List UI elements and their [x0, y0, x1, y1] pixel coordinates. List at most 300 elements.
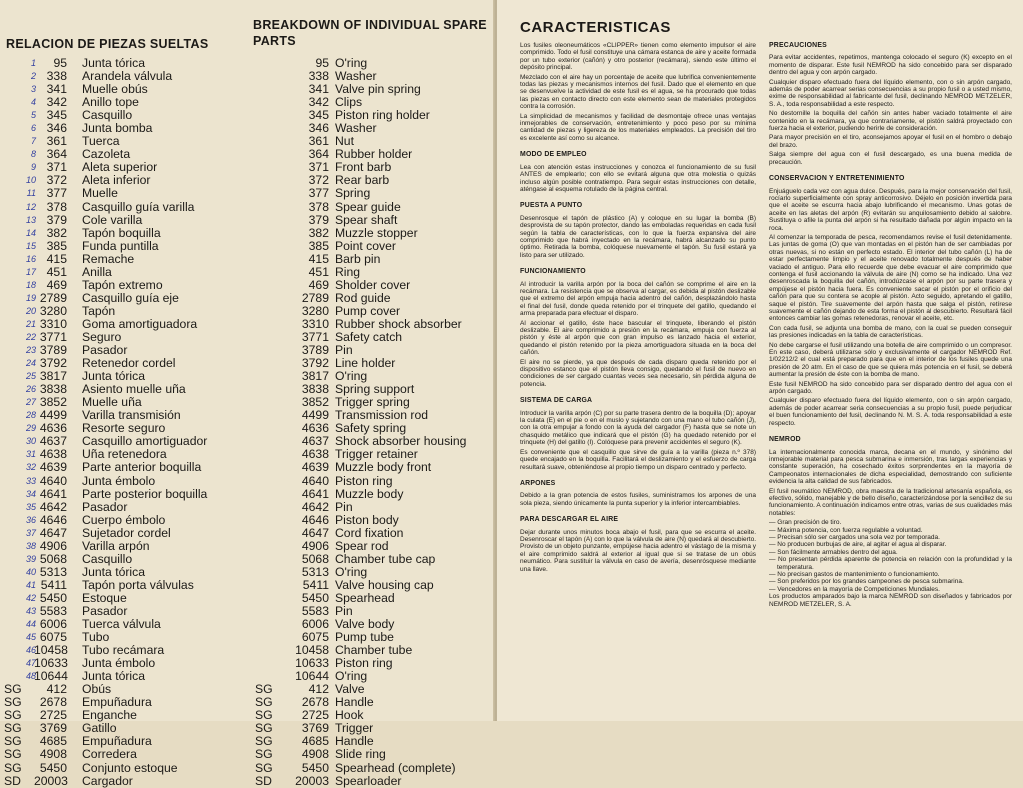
part-name-es: Uña retenedora — [82, 447, 167, 462]
part-number: 415 — [308, 251, 329, 266]
part-name-en: Safety spring — [335, 421, 407, 436]
part-mark: 3 — [30, 84, 36, 95]
part-number: 372 — [46, 173, 67, 188]
part-number: 4641 — [39, 486, 67, 501]
part-number: 5450 — [39, 590, 67, 605]
section-heading: PUESTA A PUNTO — [520, 202, 583, 210]
part-name-es: Arandela válvula — [82, 69, 173, 84]
part-number: 3838 — [301, 382, 329, 397]
part-prefix: SG — [4, 721, 22, 736]
paragraph: La simplicidad de mecanismos y facilidad de desmontaje ofrece unas ventajas inmejorables de conservación, entretenimiento y poco peso por su mínima cantidad de piezas y ligereza de los materiales empleados. La precisión del tiro es excelente así como su alcance. — [520, 112, 756, 142]
part-number: 5068 — [301, 551, 329, 566]
part-name-en: Valve pin spring — [335, 82, 421, 97]
parts-title-english: BREAKDOWN OF INDIVIDUAL SPARE PARTS — [253, 18, 487, 48]
part-name-es: Cuerpo émbolo — [82, 512, 166, 527]
part-number: 10644 — [34, 669, 68, 684]
part-name-en: Point cover — [335, 238, 396, 253]
part-number: 3817 — [301, 369, 329, 384]
part-name-es: Junta tórica — [82, 56, 146, 70]
part-mark: 34 — [25, 488, 36, 499]
part-name-es: Junta tórica — [82, 564, 146, 579]
part-number: 95 — [315, 56, 329, 70]
part-row-en — [253, 592, 491, 605]
paragraph: Cualquier disparo efectuado fuera del líquido elemento, con o sin arpón cargado, además de poder acarrear seria consecuencias a su propio fusil, puede perjudicar el buen funcionamiento del fusil, declinando N. M. S. A. toda responsabilidad a este respecto. — [769, 397, 1012, 427]
part-number: 341 — [46, 82, 67, 97]
part-number: 3817 — [39, 369, 67, 384]
part-number: 364 — [46, 147, 67, 162]
part-number: 3310 — [301, 316, 329, 331]
paragraph: No debe cargarse el fusil utilizando una botella de aire comprimido o un compresor. En este caso, deberá utilizarse sólo y exclusivamente el cargador NEMROD Ref. 1/02212/2 el cual está preparado para que en el interior de los fusiles quede una presión de 20 atm. En el caso de que se quiera más potencia en el fusil, se deberá aumentar la presión de éste con la bomba de mano. — [769, 341, 1012, 379]
part-name-en: Trigger spring — [335, 395, 410, 410]
part-mark: 7 — [30, 136, 36, 147]
part-number: 361 — [308, 134, 329, 149]
part-row-en — [253, 83, 491, 96]
part-name-es: Corredera — [82, 747, 137, 762]
part-number: 3838 — [39, 382, 67, 397]
part-name-en: O'ring — [335, 56, 368, 70]
part-row-en — [253, 279, 491, 292]
part-name-es: Conjunto estoque — [82, 760, 178, 775]
qualities-list — [769, 519, 1012, 593]
part-mark: 40 — [25, 566, 36, 577]
part-number: 4906 — [301, 538, 329, 553]
part-number: 4642 — [39, 499, 67, 514]
section-heading: PARA DESCARGAR EL AIRE — [520, 516, 619, 524]
part-prefix: SG — [255, 747, 273, 762]
part-number: 4685 — [39, 734, 67, 749]
part-number: 469 — [308, 277, 329, 292]
part-mark: 42 — [25, 592, 36, 603]
part-row-es — [0, 618, 240, 631]
part-name-en: Rubber shock absorber — [335, 316, 462, 331]
part-name-es: Muelle — [82, 186, 118, 201]
part-number: 415 — [46, 251, 67, 266]
part-row-en — [253, 214, 491, 227]
part-name-en: O'ring — [335, 564, 368, 579]
part-row-en — [253, 775, 491, 788]
part-number: 4499 — [39, 408, 67, 423]
part-name-es: Tuerca válvula — [82, 617, 161, 632]
part-number: 6006 — [301, 617, 329, 632]
part-mark: 41 — [25, 579, 36, 590]
part-number: 377 — [308, 186, 329, 201]
part-mark: 15 — [25, 240, 36, 251]
part-row-en — [253, 305, 491, 318]
characteristics-right-column — [769, 42, 1012, 610]
part-number: 3771 — [39, 329, 67, 344]
part-mark: 12 — [25, 201, 36, 212]
part-prefix: SG — [255, 708, 273, 723]
part-mark: 5 — [30, 110, 36, 121]
section-heading: MODO DE EMPLEO — [520, 151, 587, 159]
part-row-en — [253, 331, 491, 344]
part-prefix: SG — [4, 695, 22, 710]
part-number: 5450 — [301, 590, 329, 605]
part-row-es — [0, 292, 240, 305]
part-name-es: Casquillo guía eje — [82, 290, 179, 305]
part-name-en: Pin — [335, 499, 353, 514]
part-row-es — [0, 253, 240, 266]
part-number: 20003 — [295, 773, 329, 788]
list-item: — Gran precisión de tiro. — [769, 519, 842, 527]
part-mark: 6 — [30, 123, 36, 134]
part-number: 5313 — [39, 564, 67, 579]
part-mark: 30 — [25, 436, 36, 447]
paragraph: Debido a la gran potencia de estos fusiles, suministramos los arpones de una sola pieza, siendo únicamente la punta superior y la inferior intercambiables. — [520, 492, 756, 507]
part-name-en: Spearhead (complete) — [335, 760, 456, 775]
part-number: 4640 — [39, 473, 67, 488]
part-row-es — [0, 748, 240, 761]
part-number: 6075 — [301, 630, 329, 645]
part-number: 10633 — [295, 656, 329, 671]
part-number: 3771 — [301, 329, 329, 344]
part-mark: 46 — [25, 645, 36, 656]
part-mark: 32 — [25, 462, 36, 473]
part-mark: 31 — [25, 449, 36, 460]
parts-list-english — [253, 57, 491, 788]
part-number: 345 — [46, 108, 67, 123]
part-row-es — [0, 227, 240, 240]
part-number: 4646 — [301, 512, 329, 527]
part-name-es: Junta tórica — [82, 369, 146, 384]
part-number: 2678 — [39, 695, 67, 710]
paragraph: Los productos amparados bajo la marca NEMROD son diseñados y fabricados por NEMROD METZELER, S. A. — [769, 593, 1012, 608]
part-row-en — [253, 670, 491, 683]
part-number: 4636 — [39, 421, 67, 436]
part-name-es: Sujetador cordel — [82, 525, 171, 540]
part-mark: 27 — [25, 397, 36, 408]
part-row-en — [253, 579, 491, 592]
part-mark: 19 — [25, 292, 36, 303]
part-prefix: SG — [255, 695, 273, 710]
part-name-en: Line holder — [335, 356, 396, 371]
section-heading: NEMROD — [769, 436, 801, 444]
part-number: 371 — [46, 160, 67, 175]
part-number: 3789 — [301, 343, 329, 358]
part-row-en — [253, 527, 491, 540]
part-number: 4641 — [301, 486, 329, 501]
paragraph: Al introducir la varilla arpón por la boca del cañón se comprime el aire en la recámara. La resistencia que se observa al cargar, es debida al pistón deslizable que el extremo del arpón empuja hacia adentro del cañón, desplazándolo hasta el final del fusil, donde queda retenido por el trinquete del gatillo, quedando el arma preparada para efectuar el disparo. — [520, 280, 756, 318]
part-number: 4906 — [39, 538, 67, 553]
part-number: 3280 — [39, 303, 67, 318]
part-row-es — [0, 214, 240, 227]
part-name-en: Pump tube — [335, 630, 394, 645]
part-prefix: SG — [4, 708, 22, 723]
part-row-es — [0, 266, 240, 279]
part-mark: 38 — [25, 540, 36, 551]
part-number: 3852 — [301, 395, 329, 410]
part-number: 338 — [308, 69, 329, 84]
part-number: 10644 — [295, 669, 329, 684]
part-name-es: Junta bomba — [82, 121, 153, 136]
section-heading: PRECAUCIONES — [769, 42, 827, 49]
paragraph: La internacionalmente conocida marca, decana en el mundo, y sinónimo del inmejorable material para pesca submarina e inmersión, tras largas experiencias y constante superación, ha cosechado éxitos sorprendentes en la mayoría de Campeonatos internacionales de dicha especialidad, demostrando con suficiente evidencia la alta calidad de sus fabricados. — [769, 448, 1012, 486]
part-name-es: Funda puntilla — [82, 238, 159, 253]
part-mark: 28 — [25, 410, 36, 421]
paragraph: Al comenzar la temporada de pesca, recomendamos revise el fusil detenidamente. Las juntas de goma (O) que van montadas en el pistón han de ser cambiadas por otras nuevas, si no están en perfecto estado. El interior del tubo cañón (L) ha de estar perfectamente limpio y el aceite renovado totalmente después de haber vaciado el antiguo. Para ello recuerde que debe evacuar el aire comprimido que contenga el fusil accionando la válvula de aire (N) como se ha indicado. Una vez desenroscada la boquilla del cañón, introdúzcase el arpón por su parte trasera y empújese el pistón hacia fuera. Es conveniente sacar el pistón por el orificio del cañón para que su contera se acople al pistón. Acto seguido, apretando el gatillo, saque el pistón. Tire suavemente del arpón hasta que salga el pistón, retírese suavemente el cañón dejando de esta forma el pistón al descubierto. Resultará fácil entonces cambiar las gomas retenedoras, renovar el aceite, etc. — [769, 233, 1012, 323]
part-number: 3769 — [301, 721, 329, 736]
part-name-en: Rear barb — [335, 173, 390, 188]
part-mark: 8 — [30, 149, 36, 160]
part-mark: 37 — [25, 527, 36, 538]
part-name-es: Retenedor cordel — [82, 356, 176, 371]
characteristics-title: CARACTERISTICAS — [520, 19, 671, 36]
list-item: — Son preferidos por los grandes campeones de pesca submarina. — [769, 578, 964, 586]
part-row-en — [253, 488, 491, 501]
part-prefix: SG — [255, 734, 273, 749]
part-number: 5313 — [301, 564, 329, 579]
paragraph: No destornille la boquilla del cañón sin antes haber vaciado totalmente el aire contenido en la recámara, ya que contrariamente, el pistón saldrá proyectado con fuerza hacia el exterior, pudiendo herirle de consideración. — [769, 110, 1012, 133]
part-mark: 24 — [25, 358, 36, 369]
part-number: 341 — [308, 82, 329, 97]
part-row-es — [0, 670, 240, 683]
part-row-es — [0, 240, 240, 253]
section-heading: ARPONES — [520, 479, 556, 487]
paragraph: Cualquier disparo efectuado fuera del líquido elemento, con o sin arpón cargado, además de poder acarrear serias consecuencias a su propio fusil o a usted mismo, exime de responsabilidad al fabricante del fusil, declinando NEMROD METZELER, S. A., toda responsabilidad a este respecto. — [769, 78, 1012, 108]
part-row-en — [253, 227, 491, 240]
part-number: 385 — [46, 238, 67, 253]
part-prefix: SD — [255, 773, 272, 788]
part-prefix: SG — [255, 721, 273, 736]
part-number: 379 — [46, 212, 67, 227]
part-name-en: Trigger retainer — [335, 447, 418, 462]
part-name-es: Remache — [82, 251, 135, 266]
part-name-en: Handle — [335, 695, 374, 710]
paragraph: Con cada fusil, se adjunta una bomba de mano, con la cual se pueden conseguir las presiones indicadas en la tabla de características. — [769, 324, 1012, 340]
part-mark: 16 — [25, 253, 36, 264]
part-name-en: Handle — [335, 734, 374, 749]
part-mark: 2 — [30, 71, 36, 82]
part-name-es: Muelle obús — [82, 82, 148, 97]
part-name-en: Trigger — [335, 721, 374, 736]
part-name-en: Spearloader — [335, 773, 402, 788]
part-name-es: Muelle uña — [82, 395, 142, 410]
section-heading: CONSERVACION Y ENTRETENIMIENTO — [769, 175, 905, 183]
part-row-en — [253, 540, 491, 553]
part-mark: 17 — [25, 266, 36, 277]
part-number: 10458 — [295, 643, 329, 658]
paragraph: Para evitar accidentes, repetimos, mantenga colocado el seguro (K) excepto en el momento de disparar. Este fusil NEMROD ha sido concebido para ser disparado dentro del agua y con arpón cargado. — [769, 54, 1012, 77]
part-row-es — [0, 174, 240, 187]
part-name-en: Valve body — [335, 617, 395, 632]
part-name-en: Piston ring holder — [335, 108, 430, 123]
part-name-es: Casquillo — [82, 551, 133, 566]
part-number: 4647 — [301, 525, 329, 540]
part-row-es — [0, 553, 240, 566]
part-mark: 39 — [25, 553, 36, 564]
part-name-es: Varilla transmisión — [82, 408, 181, 423]
part-number: 371 — [308, 160, 329, 175]
part-number: 2725 — [39, 708, 67, 723]
part-name-en: Pump cover — [335, 303, 401, 318]
part-name-en: Rubber holder — [335, 147, 413, 162]
part-row-es — [0, 501, 240, 514]
part-prefix: SD — [4, 773, 21, 788]
part-number: 5411 — [302, 577, 329, 592]
paragraph: Al accionar el gatillo, éste hace bascular el trinquete, liberando el pistón deslizable. El aire comprimido a presión en la recámara, empuja con fuerza al pistón y éste al arpón que con gran impulso es lanzado hacia el exterior, quedando el pistón retenido por la pieza amortiguadora situada en la boca del cañón. — [520, 319, 756, 357]
part-name-es: Junta émbolo — [82, 656, 156, 671]
part-number: 338 — [46, 69, 67, 84]
part-row-es — [0, 527, 240, 540]
part-mark: 47 — [25, 658, 36, 669]
part-number: 361 — [46, 134, 67, 149]
parts-title-spanish: RELACION DE PIEZAS SUELTAS — [6, 37, 209, 51]
part-mark: 22 — [25, 331, 36, 342]
part-name-en: Safety catch — [335, 329, 403, 344]
part-name-en: Washer — [335, 69, 377, 84]
part-name-en: Pin — [335, 343, 353, 358]
part-number: 3310 — [39, 316, 67, 331]
characteristics-left-column — [520, 42, 756, 575]
part-name-en: Cord fixation — [335, 525, 404, 540]
part-name-en: Spear shaft — [335, 212, 398, 227]
paragraph: Dejar durante unos minutos boca abajo el fusil, para que se escurra el aceite. Desenroscar el tapón (A) con lo que la válvula de aire (N) quedará al descubierto. Provisto de un objeto punzante, empújese hacia adentro el vástago de la misma y el aire comprimido saldrá al exterior al igual que si se tratase de un obús neumático. Para sustituir la válvula en caso de avería, desenrósquese mediante una llave. — [520, 528, 756, 573]
part-row-en — [253, 292, 491, 305]
part-name-en: Muzzle stopper — [335, 225, 418, 240]
part-number: 4908 — [39, 747, 67, 762]
part-mark: 48 — [25, 671, 36, 682]
part-mark: 36 — [25, 514, 36, 525]
paragraph: Los fusiles oleoneumáticos «CLIPPER» tienen como elemento impulsor el aire comprimido. Todo el fusil constituye una cámara estanca de aire y aceite formada por un tubo exterior (cañón) y otro posterior (recámara), siendo este último el depósito principal. — [520, 42, 756, 72]
part-row-en — [253, 187, 491, 200]
part-row-es — [0, 187, 240, 200]
part-prefix: SG — [4, 760, 22, 775]
part-mark: 25 — [25, 371, 36, 382]
paragraph: Introducir la varilla arpón (C) por su parte trasera dentro de la boquilla (D); apoyar la culata (E) en el pie o en el muslo y sujetando con una mano el tubo cañón (J), con la otra empujar a fondo con la ayuda del cargador (F) hasta que se note un chasquido metálico que indicará que el pistón (G) ha quedado retenido por el trinquete (H) del gatillo (I). Colóquese para prevenir accidentes el seguro (K). — [520, 409, 756, 447]
part-name-es: Aleta inferior — [82, 173, 151, 188]
part-row-en — [253, 201, 491, 214]
part-number: 4642 — [301, 499, 329, 514]
part-row-es — [0, 305, 240, 318]
part-number: 4639 — [301, 460, 329, 475]
part-row-en — [253, 461, 491, 474]
part-row-es — [0, 475, 240, 488]
part-number: 6006 — [39, 617, 67, 632]
part-name-en: Washer — [335, 121, 377, 136]
part-row-en — [253, 357, 491, 370]
part-name-es: Tapón extremo — [82, 277, 163, 292]
part-name-en: Spring support — [335, 382, 415, 397]
part-row-en — [253, 122, 491, 135]
part-name-es: Empuñadura — [82, 695, 152, 710]
part-mark: 29 — [25, 423, 36, 434]
part-number: 20003 — [34, 773, 68, 788]
part-prefix: SG — [255, 760, 273, 775]
list-item: — Son fácilmente armables dentro del agua. — [769, 548, 898, 556]
part-number: 412 — [46, 682, 67, 697]
part-name-es: Tapón porta válvulas — [82, 577, 194, 592]
part-mark: 13 — [25, 214, 36, 225]
part-number: 5450 — [301, 760, 329, 775]
part-number: 469 — [46, 277, 67, 292]
part-number: 382 — [308, 225, 329, 240]
part-mark: 23 — [25, 345, 36, 356]
part-number: 364 — [308, 147, 329, 162]
characteristics-page — [497, 0, 1023, 721]
part-number: 4685 — [301, 734, 329, 749]
part-name-es: Resorte seguro — [82, 421, 166, 436]
part-name-en: Pin — [335, 603, 353, 618]
part-name-en: Ring — [335, 264, 361, 279]
part-number: 4638 — [39, 447, 67, 462]
part-number: 5583 — [301, 603, 329, 618]
parts-list-spanish — [0, 57, 240, 788]
part-row-es — [0, 201, 240, 214]
part-number: 4637 — [301, 434, 329, 449]
part-row-en — [253, 514, 491, 527]
part-number: 4636 — [301, 421, 329, 436]
part-number: 346 — [308, 121, 329, 136]
part-name-es: Casquillo amortiguador — [82, 434, 208, 449]
part-name-es: Empuñadura — [82, 734, 152, 749]
paragraph: El fusil neumático NEMROD, obra maestra de la tradicional artesanía española, es efectivo, sólido, manejable y de bello diseño, caracterizándose por la sencillez de su funcionamiento. A continuación indicamos entre otras, varias de sus cualidades más notables: — [769, 487, 1012, 517]
part-row-es — [0, 566, 240, 579]
part-row-en — [253, 253, 491, 266]
paragraph: El aire no se pierde, ya que después de cada disparo queda retenido por el dispositivo estanco que el pistón lleva consigo, quedando el fusil de nuevo en condiciones de ser cargado cuantas veces sea necesario, sin pérdida alguna de potencia. — [520, 358, 756, 388]
section-heading: SISTEMA DE CARGA — [520, 397, 593, 405]
part-name-en: Piston ring — [335, 473, 393, 488]
part-number: 372 — [308, 173, 329, 188]
part-number: 4908 — [301, 747, 329, 762]
part-mark: 9 — [30, 162, 36, 173]
part-number: 2789 — [301, 290, 329, 305]
part-number: 412 — [308, 682, 329, 697]
part-row-en — [253, 696, 491, 709]
part-name-es: Gatillo — [82, 721, 117, 736]
part-name-en: Sholder cover — [335, 277, 411, 292]
part-row-es — [0, 762, 240, 775]
part-name-en: Muzzle body front — [335, 460, 432, 475]
part-mark: 18 — [25, 279, 36, 290]
part-row-es — [0, 709, 240, 722]
part-number: 385 — [308, 238, 329, 253]
part-number: 342 — [308, 95, 329, 110]
part-name-en: Nut — [335, 134, 354, 149]
part-name-en: Spearhead — [335, 590, 395, 605]
list-item: — No presentan pérdida aparente de potencia en relación con la profundidad y la temperatura. — [769, 556, 1012, 571]
part-number: 3792 — [39, 356, 67, 371]
part-name-es: Anilla — [82, 264, 112, 279]
part-row-es — [0, 279, 240, 292]
part-number: 4647 — [39, 525, 67, 540]
part-name-en: O'ring — [335, 669, 368, 684]
part-number: 4639 — [39, 460, 67, 475]
part-name-es: Estoque — [82, 590, 127, 605]
part-row-es — [0, 579, 240, 592]
paragraph: Salga siempre del agua con el fusil descargado, es una buena medida de precaución. — [769, 151, 1012, 166]
paragraph: Enjuáguelo cada vez con agua dulce. Después, para la mejor conservación del fusil, rocíarlo superficialmente con spray anticorrosivo. Déjelo en posición invertida para que el aceite se escurra hacia abajo lubrificando el mecanismo. Unas gotas de aceite en las aletas del arpón (R) evitarán su anquilosamiento debido al salobre. Sustituya o afile la punta del arpón si ha resultado dañada por algún impacto en la roca. — [769, 187, 1012, 232]
paragraph: Mezclado con el aire hay un porcentaje de aceite que lubrifica convenientemente todas las piezas y mecanismos internos del fusil. Dado que el elemento en que se desenvuelve la actividad de este fusil es el agua, se ha procurado que todas las piezas en contacto directo con este elemento sean de materiales protegidos contra la corrosión. — [520, 73, 756, 111]
part-number: 345 — [308, 108, 329, 123]
part-name-en: Spear rod — [335, 538, 389, 553]
part-name-es: Goma amortiguadora — [82, 316, 198, 331]
part-name-en: Transmission rod — [335, 408, 429, 423]
part-number: 3789 — [39, 343, 67, 358]
part-mark: 14 — [25, 227, 36, 238]
part-mark: 33 — [25, 475, 36, 486]
parts-list-page — [0, 0, 495, 788]
part-name-en: Hook — [335, 708, 364, 723]
part-mark: 4 — [30, 97, 36, 108]
part-number: 342 — [46, 95, 67, 110]
part-name-es: Tuerca — [82, 134, 120, 149]
part-mark: 45 — [25, 632, 36, 643]
part-mark: 43 — [25, 605, 36, 616]
part-row-en — [253, 475, 491, 488]
part-name-es: Seguro — [82, 329, 122, 344]
part-number: 2678 — [301, 695, 329, 710]
paragraph: Para mayor precisión en el tiro, aconsejamos apoyar el fusil en el hombro o debajo del brazo. — [769, 134, 1012, 149]
